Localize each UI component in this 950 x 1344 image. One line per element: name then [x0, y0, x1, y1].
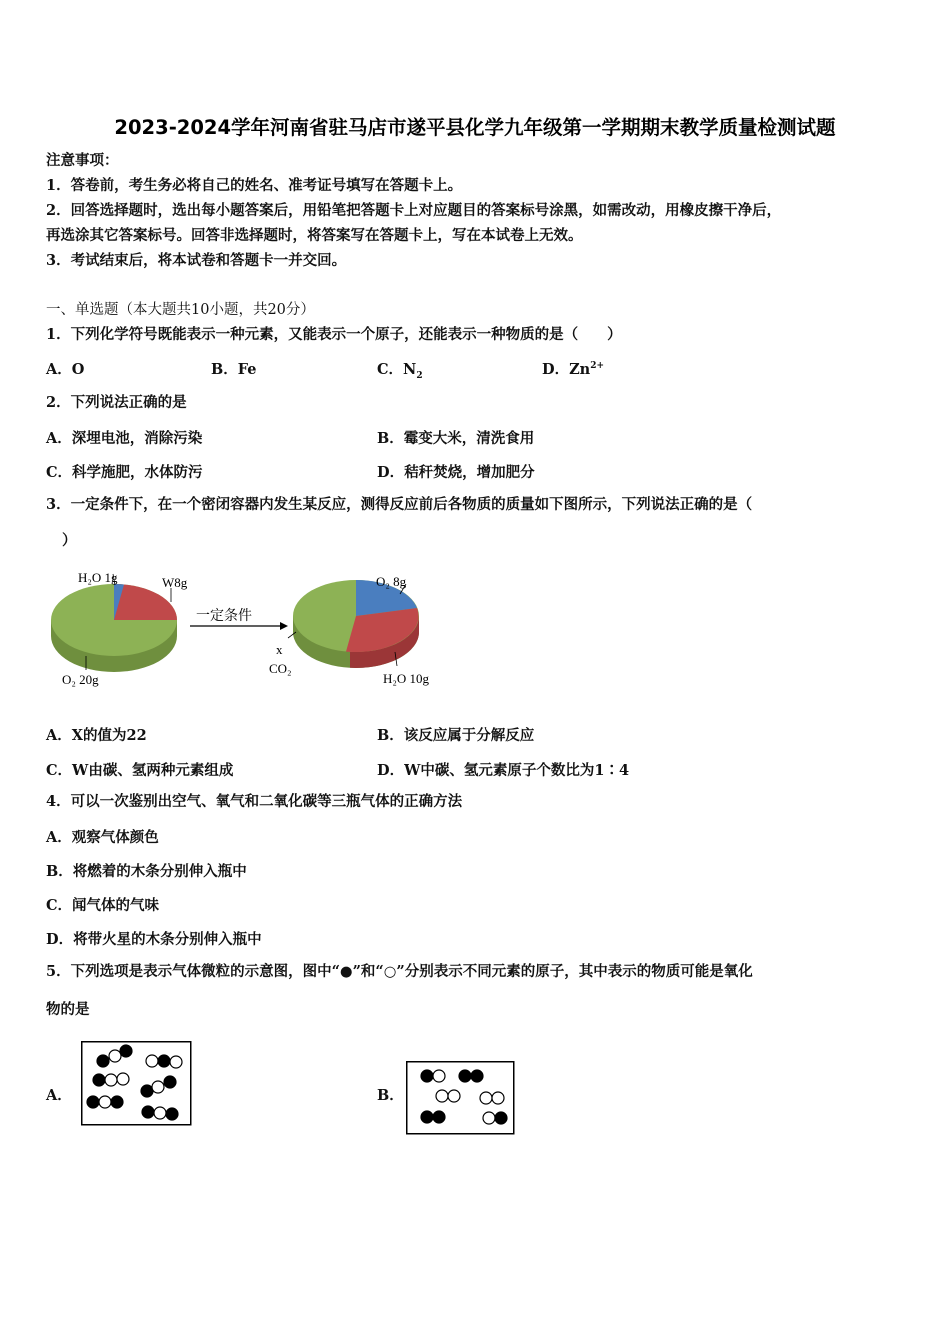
q5-option-b-label: B．	[377, 1087, 404, 1104]
left-o2-label: O₂ 20g	[62, 672, 99, 687]
option-text: 秸秆焚烧，增加肥分	[404, 464, 535, 481]
atom-black	[93, 1074, 105, 1086]
option-label: B．	[377, 727, 404, 744]
atom-white	[436, 1090, 448, 1102]
option-text: W由碳、氢两种元素组成	[72, 762, 234, 779]
atom-black	[111, 1096, 123, 1108]
right-h2o-label: H₂O 10g	[383, 671, 430, 686]
atom-white	[109, 1050, 121, 1062]
q1-option-c	[377, 358, 423, 381]
atom-white	[146, 1055, 158, 1067]
option-label: A．	[46, 361, 72, 378]
atom-white	[152, 1081, 164, 1093]
left-h2o-label: H₂O 1g	[78, 570, 118, 585]
q2-option-c	[46, 461, 203, 482]
atom-white	[492, 1092, 504, 1104]
option-label: B．	[46, 863, 73, 880]
atom-white	[480, 1092, 492, 1104]
arrow-label: 一定条件	[196, 609, 252, 624]
q5-option-b-molecules	[406, 1061, 516, 1136]
q1-stem: 1．下列化学符号既能表示一种元素，又能表示一个原子，还能表示一种物质的是（ ）	[46, 326, 622, 343]
q3-stem-end: ）	[62, 532, 77, 549]
q1-option-a	[46, 358, 84, 379]
atom-black	[141, 1085, 153, 1097]
arrow-head-icon	[280, 622, 288, 630]
option-label: C．	[46, 897, 73, 914]
q3-option-b	[377, 724, 534, 745]
atom-black	[164, 1076, 176, 1088]
q4-option-c	[46, 894, 159, 915]
notice-heading: 注意事项：	[46, 152, 119, 169]
subscript: 2	[416, 370, 423, 381]
option-label: B．	[377, 430, 404, 447]
atom-white	[483, 1112, 495, 1124]
option-label: A．	[46, 829, 72, 846]
option-text: 霉变大米，清洗食用	[403, 430, 535, 447]
notice-item-2: 2．回答选择题时，选出每小题答案后，用铅笔把答题卡上对应题目的答案标号涂黑，如需改动，用橡皮擦干净后，	[46, 202, 782, 219]
atom-black	[87, 1096, 99, 1108]
option-label: A．	[46, 430, 72, 447]
q4-option-a	[46, 826, 159, 847]
notice-item-2-cont: 再选涂其它答案标号。回答非选择题时，将答案写在答题卡上，写在本试卷上无效。	[46, 227, 583, 244]
atom-black	[142, 1106, 154, 1118]
atom-black	[471, 1070, 483, 1082]
q2-option-d	[377, 461, 535, 482]
atom-white	[448, 1090, 460, 1102]
right-co2-label: CO₂	[269, 661, 292, 676]
q4-option-b	[46, 860, 247, 881]
section-heading: 一、单选题（本大题共10小题，共20分）	[46, 302, 315, 318]
reaction-pie-figure	[40, 560, 460, 695]
option-text: X的值为22	[71, 727, 147, 744]
q1-option-b	[211, 358, 257, 379]
q5-stem: 5．下列选项是表示气体微粒的示意图，图中“●”和“○”分别表示不同元素的原子，其中表示的物质可能是氧化	[46, 963, 753, 980]
page-title: 2023-2024学年河南省驻马店市遂平县化学九年级第一学期期末教学质量检测试题	[114, 116, 836, 139]
atom-black	[459, 1070, 471, 1082]
option-label: C．	[46, 762, 73, 779]
option-text: Zn	[569, 361, 591, 378]
atom-black	[166, 1108, 178, 1120]
option-text: 闻气体的气味	[72, 897, 160, 914]
option-text: W中碳、氢元素原子个数比为1∶4	[404, 762, 630, 779]
left-w-label: W8g	[162, 575, 188, 590]
notice-item-1: 1．答卷前，考生务必将自己的姓名、准考证号填写在答题卡上。	[46, 177, 463, 194]
q4-option-d	[46, 928, 262, 949]
option-label: A．	[46, 727, 72, 744]
atom-white	[117, 1073, 129, 1085]
superscript: 2+	[590, 361, 605, 372]
option-text: 该反应属于分解反应	[403, 727, 535, 744]
q3-stem: 3．一定条件下，在一个密闭容器内发生某反应，测得反应前后各物质的质量如下图所示，下列说法正确的是（	[46, 496, 753, 513]
atom-black	[120, 1045, 132, 1057]
atom-black	[97, 1055, 109, 1067]
option-label: C．	[46, 464, 73, 481]
option-label: D．	[46, 931, 74, 948]
option-text: 将燃着的木条分别伸入瓶中	[72, 863, 247, 880]
option-label: C．	[377, 361, 404, 378]
option-label: D．	[377, 464, 405, 481]
q2-option-a	[46, 427, 202, 448]
q5-stem-cont: 物的是	[46, 1001, 90, 1018]
option-label: B．	[211, 361, 238, 378]
atom-white	[433, 1070, 445, 1082]
q1-option-d	[542, 358, 604, 379]
q2-stem: 2．下列说法正确的是	[46, 394, 187, 411]
right-x-label: x	[276, 642, 283, 657]
q5-option-a-label: A．	[46, 1087, 72, 1104]
option-text: 观察气体颜色	[71, 829, 159, 846]
option-label: D．	[542, 361, 570, 378]
atom-white	[154, 1107, 166, 1119]
atom-black	[421, 1070, 433, 1082]
option-text: N	[403, 361, 417, 378]
atom-black	[495, 1112, 507, 1124]
right-o2-label: O₂ 8g	[376, 574, 407, 589]
atom-black	[421, 1111, 433, 1123]
q5-option-a-molecules	[81, 1041, 192, 1126]
atom-black	[433, 1111, 445, 1123]
option-text: Fe	[237, 361, 257, 378]
q3-option-d	[377, 759, 629, 780]
q3-option-c	[46, 759, 233, 780]
atom-white	[99, 1096, 111, 1108]
option-text: 深埋电池，消除污染	[71, 430, 203, 447]
notice-item-3: 3．考试结束后，将本试卷和答题卡一并交回。	[46, 252, 347, 269]
atom-white	[105, 1074, 117, 1086]
left-pie	[51, 584, 177, 672]
atom-black	[158, 1055, 170, 1067]
q2-option-b	[377, 427, 534, 448]
option-text: O	[71, 361, 85, 378]
option-text: 科学施肥，水体防污	[72, 464, 203, 481]
atom-white	[170, 1056, 182, 1068]
option-label: D．	[377, 762, 405, 779]
q4-stem: 4．可以一次鉴别出空气、氧气和二氧化碳等三瓶气体的正确方法	[46, 793, 463, 810]
q3-option-a	[46, 724, 147, 745]
option-text: 将带火星的木条分别伸入瓶中	[73, 931, 262, 948]
